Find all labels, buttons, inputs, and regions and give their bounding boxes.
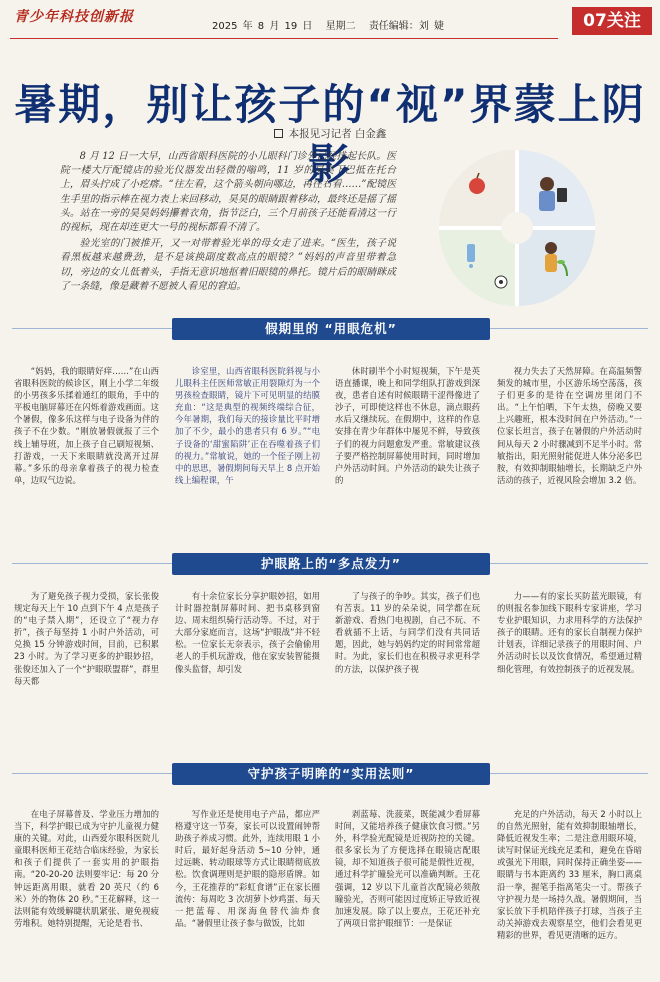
column-text: 有十余位家长分享护眼妙招，如用计时器控制屏幕时间、把书桌移到窗边、周末组织骑行活动等。不过，对于大部分家庭而言，这场“护眼战”并不轻松。一位家长无奈表示，孩子会偷偷用老人的手机玩游戏，他在家安装智能摄像头监督，却引发 [175,591,320,674]
section-header [12,553,648,575]
section-title: 守护孩子明眸的“实用法则” [172,763,490,785]
issue-date: 2025 年 8 月 19 日 [212,21,313,32]
illustration-quadrant [517,150,595,228]
section-title: 护眼路上的“多点发力” [172,553,490,575]
issue-info [212,17,452,32]
byline [0,126,660,141]
column-text: 为了避免孩子视力受损，家长张俊规定每天上午 10 点到下午 4 点是孩子的“电子禁入期”，还设立了“视力存折”，孩子每坚持 1 小时户外活动，可兑换 15 分钟游戏时间，目前，已积累 23 小时。为了学习更多的护眼妙招，张俊还加入了一个“护眼联盟群”，群里每天都 [14,591,159,686]
paper-name-logo: 青少年科技创新报 [14,9,134,25]
issue-weekday: 星期二 [325,21,356,32]
section-title: 假期里的 “用眼危机” [172,318,490,340]
byline-text: 本报见习记者 白金鑫 [288,128,387,140]
section-3-column [14,808,159,978]
lede-paragraph: 8 月 12 日一大早，山西省眼科医院的小儿眼科门诊外已经排起长队。医院一楼大厅配镜店的验光仪器发出轻微的嗡鸣，11 岁的昊昊下巴抵在托台上，眉头拧成了小疙瘩。“往左看，这个箭头朝向哪边，再往右看……”配镜医生手里的指示棒在视力表上来回移动，昊昊的眼睛跟着移动，最终还是摇了摇头。站在一旁的昊昊妈妈攥着衣角，指节泛白，三个月前孩子还能看清这一行的视标，现在却连更大一号的视标都看不清了。 [60,151,396,234]
section-1-column [14,365,159,550]
column-text: 了与孩子的争吵。其实，孩子们也有苦衷。11 岁的朵朵说，同学都在玩新游戏、看热门电视剧，自己不玩、不看就插不上话，与同学们没有共同话题，因此，她与妈妈约定的时间常常超时。为此，家长们也在积极寻求更科学的方法，以保护孩子视 [335,591,480,674]
column-text: 在电子屏幕普及、学业压力增加的当下，科学护眼已成为守护儿童视力健康的关键。对此，山西爱尔眼科医院儿童眼科医师王花结合临床经验，为家长和孩子们提供了一套实用的护眼指南。“20-20-20 法则要牢记：每 20 分钟远距离用眼，就看 20 英尺（约 6 米）外的物体 20 秒。”王花解释，这一法则能有效缓解睫状肌紧张、避免视疲劳堆积。她特别提醒，无论是看书、 [14,809,159,928]
column-text: 视力失去了天然屏障。在高温频警频发的城市里，小区游乐场空荡荡，孩子们更多的是待在空调房里闭门不出。“上午怕晒，下午太热，傍晚又要上兴趣班，根本没时间在户外活动。”一位家长坦言，孩子在暑假的户外活动时间从每天 2 小时骤减到不足半小时。常敏指出，阳光照射能促进人体分泌多巴胺，有效抑制眼轴增长，长期缺乏户外活动的孩子，近视风险会增加 3.2 倍。 [497,366,642,485]
headline: 暑期，别让孩子的“视”界蒙上阴影 [14,80,646,189]
page-section-tag: 07关注 [572,7,652,35]
section-1-column [497,365,642,550]
section-3-column [335,808,480,978]
section-1-column [335,365,480,550]
section-2-column [497,590,642,740]
section-3-column [497,808,642,978]
eye-care-illustration [415,148,620,308]
section-2-column [175,590,320,740]
lede-paragraph: 验光室的门被推开，又一对带着验光单的母女走了进来。“医生，孩子说看黑板越来越费劲，是不是该换副度数高点的眼镜？”妈妈的声音里带着急切，旁边的女儿低着头，手指无意识地抠着旧眼镜的鼻托。镜片后的眼睛眯成了一条缝，像是藏着不愿被人看见的窘迫。 [60,238,396,292]
column-text: 力——有的家长买防蓝光眼镜，有的则报名参加线下眼科专家讲座，学习专业护眼知识，力求用科学的方法保护孩子的眼睛。还有的家长自制视力保护计划表，详细记录孩子的用眼时间、户外活动时长以及饮食情况，希望通过精细化管理，有效控制孩子的近视发展。 [497,591,642,674]
section-header [12,763,648,785]
lede [60,150,396,296]
column-text: 休时刷半个小时短视频，下午是英语直播课，晚上和同学组队打游戏到深夜，患者自述有时候眼睛干涩得像进了沙子，可即使这样也不休息，滴点眼药水后又继续玩。在假期中，这样的作息安排在青少年群体中屡见不鲜，导致孩子们的视力问题愈发严重。常敏建议孩子要严格控制屏幕使用时间，同时增加户外活动时间。户外活动的缺失让孩子的 [335,366,480,485]
soccer-ball-icon [495,276,507,288]
section-2-column [335,590,480,740]
column-text: 诊室里，山西省眼科医院斜视与小儿眼科主任医师常敏正用裂隙灯为一个男孩检查眼睛，镜片下可见明显的结膜充血：“这是典型的视频终端综合征，今年暑期，我们每天的接诊量比平时增加了不少，最小的患者只有 6 岁。”“电子设备的‘甜蜜陷阱’正在吞噬着孩子们的视力。”常敏说，她的一个侄子刚上初中的思思，暑假期间每天早上 8 点开始线上编程课，午 [175,366,320,485]
section-3-column [175,808,320,978]
illustration-quadrant [439,228,517,306]
masthead [0,0,660,42]
column-text: “妈妈，我的眼睛好痒……”在山西省眼科医院的候诊区，刚上小学二年级的小男孩多乐揉着通红的眼角，手中的平板电脑屏幕还在闪烁着游戏画面。这个暑假，像多乐这样与电子设备为伴的孩子不在少数。“刚放暑假就报了三个线上辅导班，加上孩子自己刷短视频、打游戏，一天下来眼睛就没离开过屏幕。”多乐的母亲拿着孩子的视力检查单，边叹气边说。 [14,366,159,485]
child-watering-plant-icon [545,242,557,272]
section-1-column [175,365,320,550]
column-text: 充足的户外活动，每天 2 小时以上的自然光照射，能有效抑制眼轴增长，降低近视发生率；二是注意用眼环境，读写时保证光线充足柔和，避免在昏暗或强光下用眼，同时保持正确坐姿——眼睛与书本距离约 33 厘米，胸口离桌沿一拳，握笔手指离笔尖一寸。帮孩子守护视力是一场持久战。暑假期间，当家长放下手机陪伴孩子打球，当孩子主动关掉游戏去观察星空，他们会看见更精彩的世界，看见更清晰的远方。 [497,809,642,940]
editor-credit: 责任编辑：刘 婕 [368,21,444,32]
section-2-column [14,590,159,740]
column-text: 剥蓝莓、洗菠菜，既能减少看屏幕时间，又能培养孩子健康饮食习惯。”另外，科学验光配镜是近视防控的关键。很多家长为了方便选择在眼镜店配眼镜，却不知道孩子很可能是假性近视，通过科学扩瞳验光可以准确判断。王花强调，12 岁以下儿童首次配镜必须散瞳验光，否则可能因过度矫正导致近视加速发展。除了以上要点，王花还补充了两项日常护眼细节：一是保证 [335,809,480,928]
column-text: 写作业还是使用电子产品，都应严格遵守这一节奏，家长可以设置闹钟帮助孩子养成习惯。此外，连续用眼 1 小时后，最好起身活动 5~10 分钟，通过远眺、转动眼球等方式让眼睛彻底放松。饮食调理则是护眼的隐形盾牌。如今，王花推荐的“彩虹食谱”正在家长圈流传：每周吃 3 次胡萝卜炒鸡蛋、每天一把蓝莓、用深海鱼替代油炸食品。“暑假里让孩子参与做饭，比如 [175,809,320,928]
byline-box-icon [274,129,283,138]
section-header [12,318,648,340]
header-rule [10,38,558,39]
